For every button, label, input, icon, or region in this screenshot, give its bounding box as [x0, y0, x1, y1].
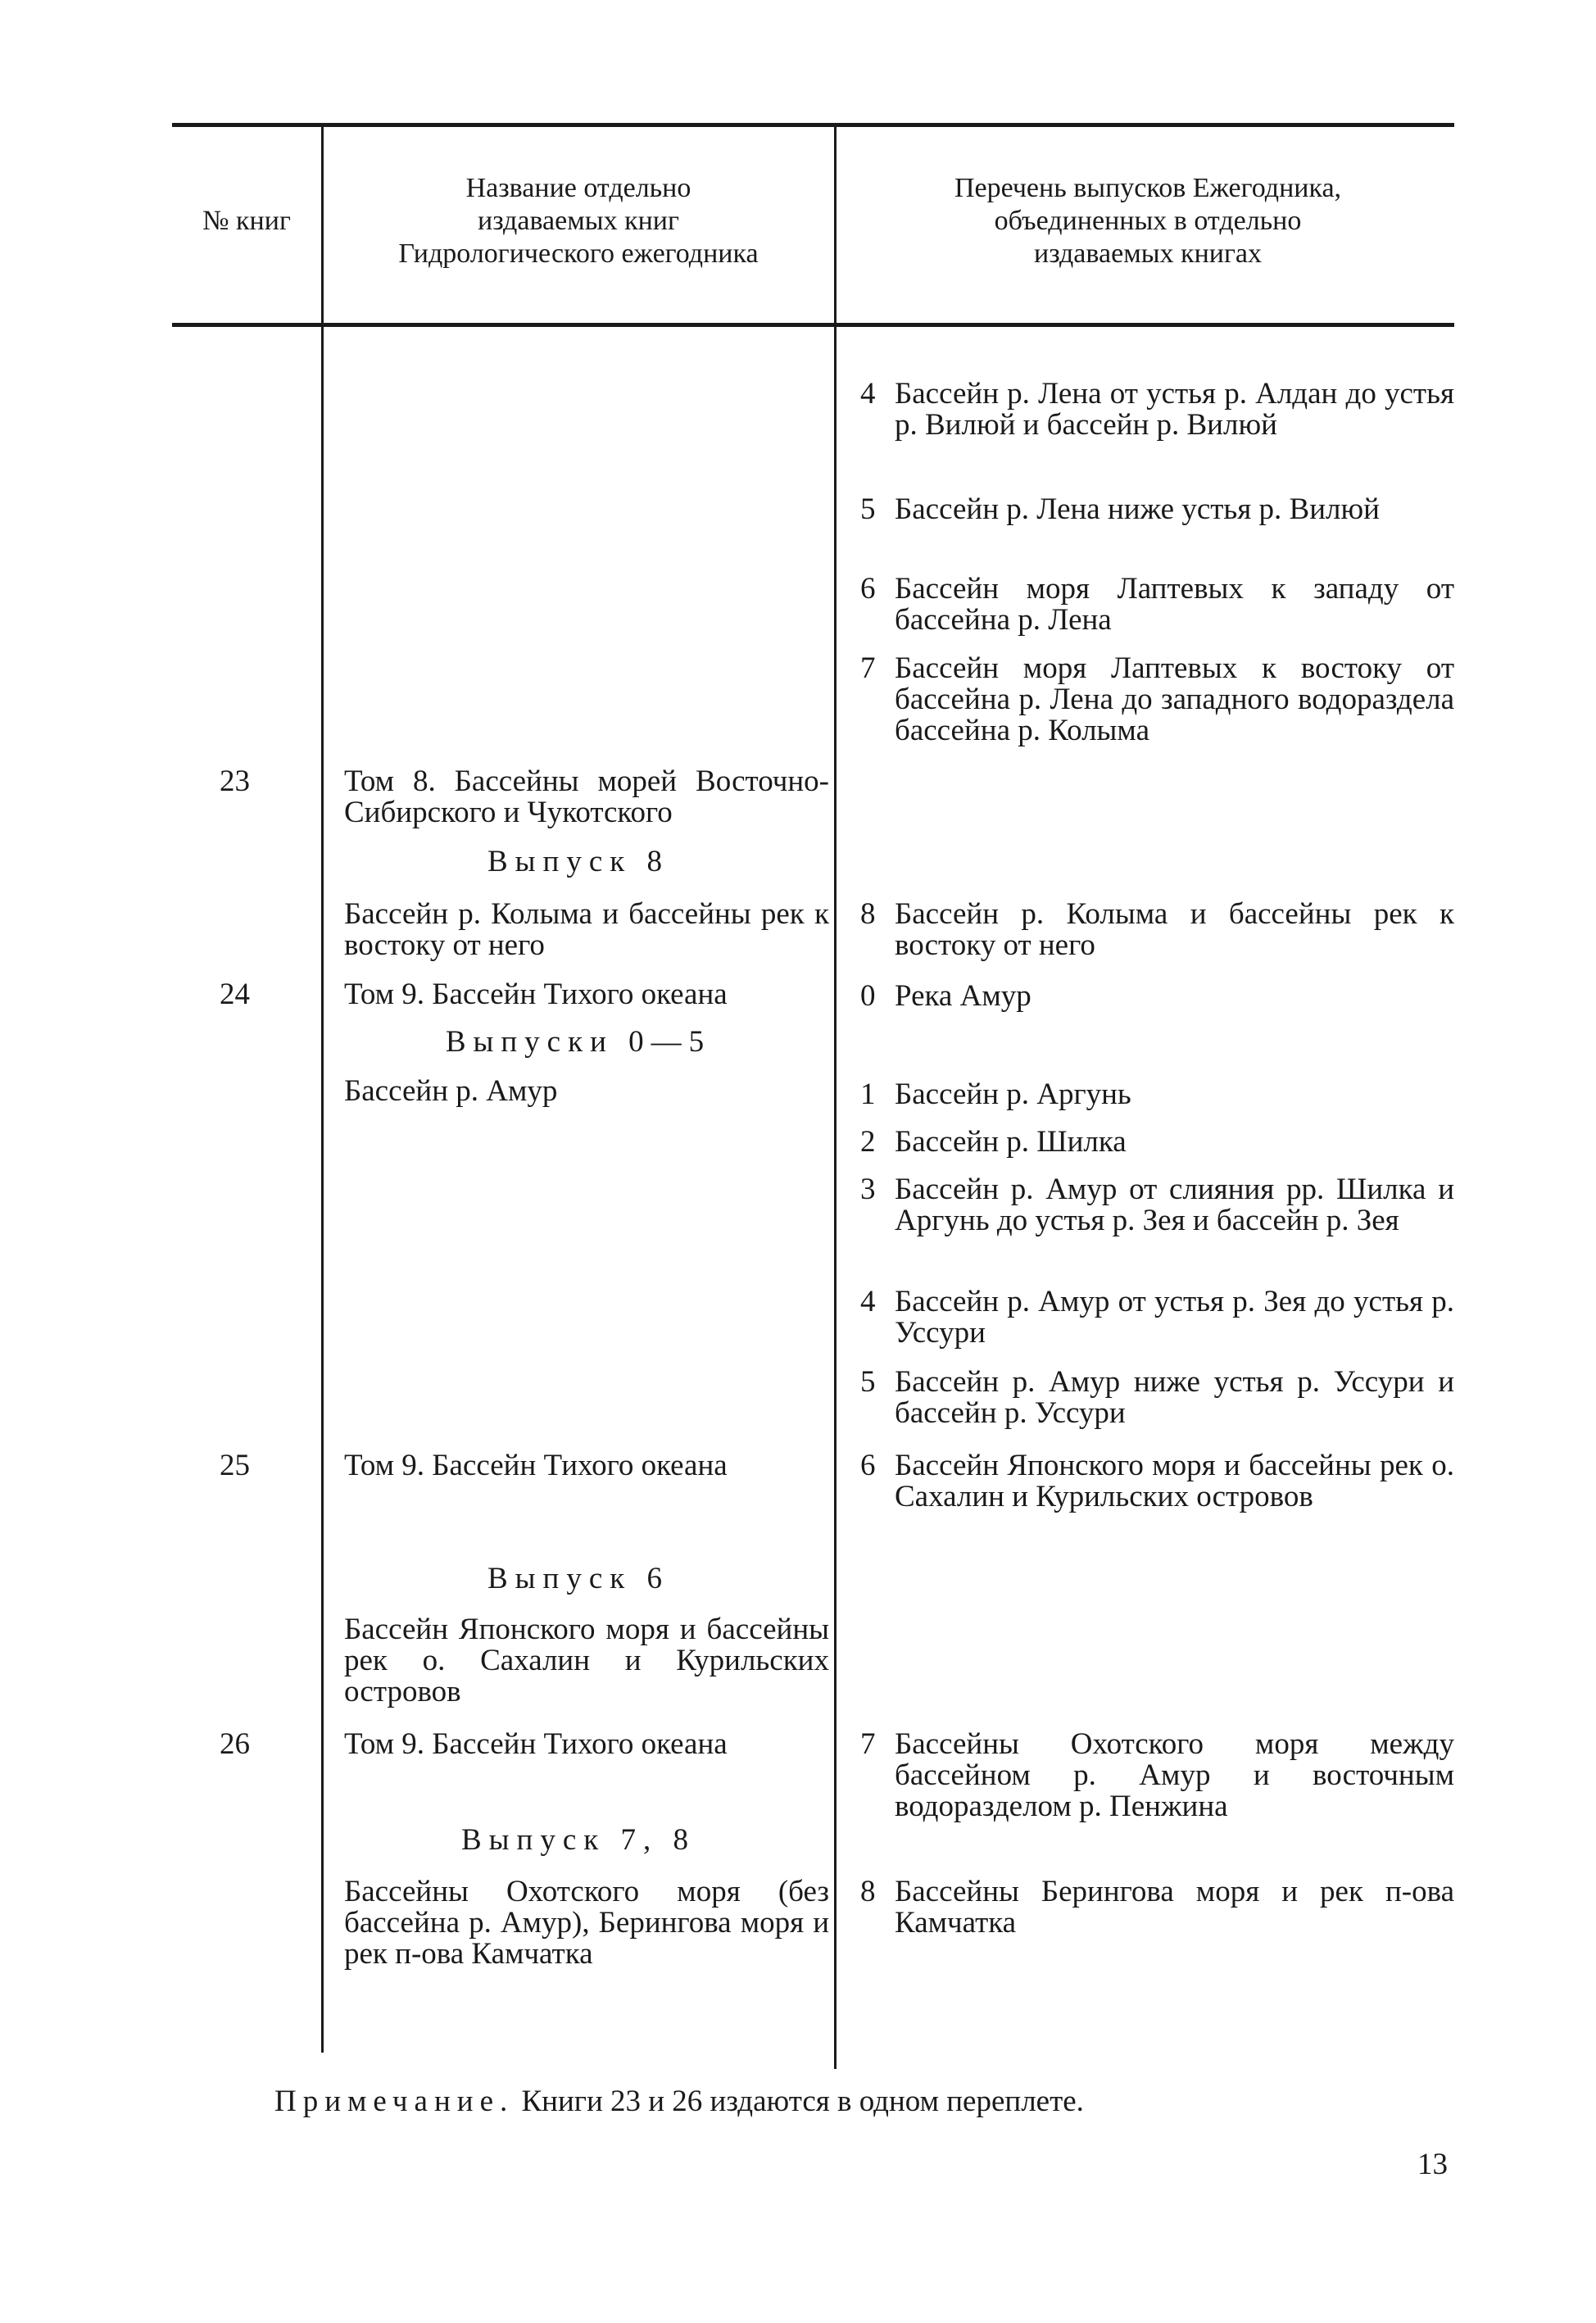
issue-entry: 6 Бассейн моря Лаптевых к западу от бассейна р. Лена: [860, 572, 1454, 637]
book-number: 25: [220, 1449, 250, 1482]
issue-label: Выпуск 7, 8: [461, 1823, 696, 1857]
issue-label: Выпуск 8: [487, 845, 669, 878]
issue-entry: 8 Бассейн р. Колыма и бассейны рек к востоку от него: [860, 897, 1454, 962]
issue-entry: 0 Река Амур: [860, 979, 1032, 1013]
issue-label: Выпуски 0—5: [445, 1025, 712, 1059]
header-book-name: Название отдельно издаваемых книг Гидрологического ежегодника: [398, 173, 759, 269]
book-number: 24: [220, 978, 250, 1011]
book-issue-name: Бассейн р. Амур: [344, 1074, 558, 1108]
issue-entry: 7 Бассейн моря Лаптевых к востоку от бассейна р. Лена до западного водораздела бассейна р. Колыма: [860, 651, 1454, 747]
page-number: 13: [1417, 2148, 1448, 2181]
issue-entry: 4 Бассейн р. Амур от устья р. Зея до устья р. Уссури: [860, 1285, 1454, 1350]
book-issue-name: Бассейн Японского моря и бассейны рек о. Сахалин и Курильских островов: [344, 1613, 829, 1708]
issue-entry: 8 Бассейны Берингова моря и рек п-ова Камчатка: [860, 1875, 1454, 1940]
book-volume: Том 9. Бассейн Тихого океана: [344, 1449, 728, 1482]
issue-entry: 4 Бассейн р. Лена от устья р. Алдан до устья р. Вилюй и бассейн р. Вилюй: [860, 377, 1454, 442]
book-volume: Том 8. Бассейны морей Восточно-Сибирского и Чукотского: [344, 765, 829, 829]
issue-entry: 7 Бассейны Охотского моря между бассейном р. Амур и восточным водоразделом р. Пенжина: [860, 1727, 1454, 1823]
issue-label: Выпуск 6: [487, 1562, 669, 1595]
book-issue-name: Бассейны Охотского моря (без бассейна р. Амур), Берингова моря и рек п-ова Камчатка: [344, 1875, 829, 1971]
book-number: 23: [220, 765, 250, 798]
issue-entry: 2 Бассейн р. Шилка: [860, 1125, 1127, 1159]
book-volume: Том 9. Бассейн Тихого океана: [344, 978, 728, 1011]
issue-entry: 6 Бассейн Японского моря и бассейны рек о. Сахалин и Курильских островов: [860, 1449, 1454, 1513]
issue-entry: 5 Бассейн р. Лена ниже устья р. Вилюй: [860, 492, 1380, 526]
book-issue-name: Бассейн р. Колыма и бассейны рек к востоку от него: [344, 897, 829, 962]
issue-entry: 5 Бассейн р. Амур ниже устья р. Уссури и бассейн р. Уссури: [860, 1365, 1454, 1430]
book-volume: Том 9. Бассейн Тихого океана: [344, 1727, 728, 1761]
column-divider-1: [321, 127, 324, 2053]
issue-entry: 1 Бассейн р. Аргунь: [860, 1078, 1131, 1111]
footnote: [274, 2085, 1084, 2118]
column-divider-2: [834, 127, 837, 2069]
footnote-text: Книги 23 и 26 издаются в одном переплете.: [521, 2085, 1084, 2118]
header-book-number: № книг: [202, 206, 291, 236]
table-top-rule: [172, 123, 1454, 127]
header-bottom-rule: [172, 323, 1454, 327]
book-number: 26: [220, 1727, 250, 1761]
footnote-label: Примечание.: [274, 2085, 515, 2118]
header-issues-list: Перечень выпусков Ежегодника, объединенных в отдельно издаваемых книгах: [954, 173, 1342, 269]
issue-entry: 3 Бассейн р. Амур от слияния рр. Шилка и Аргунь до устья р. Зея и бассейн р. Зея: [860, 1173, 1454, 1237]
